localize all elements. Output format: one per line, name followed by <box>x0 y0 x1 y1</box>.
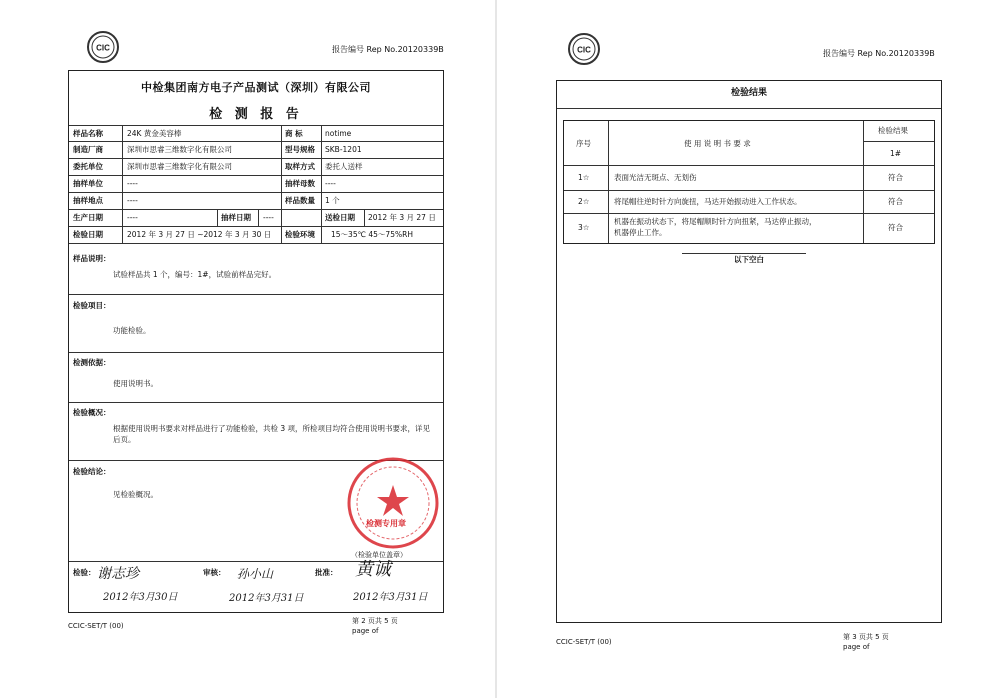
value-qty: 1 个 <box>325 196 340 205</box>
cic-logo-icon <box>86 30 120 64</box>
svg-text:CIC: CIC <box>96 43 110 53</box>
section-summary-heading: 检验概况： <box>73 408 111 417</box>
cic-logo-icon <box>567 32 601 66</box>
value-env: 15～35℃ 45～75%RH <box>331 230 413 239</box>
col-result-header: 检验结果 <box>878 126 908 135</box>
row-no: 3☆ <box>578 223 590 232</box>
col-no-header: 序号 <box>576 139 591 148</box>
label-model: 型号规格 <box>285 145 315 154</box>
label-base: 抽样母数 <box>285 179 315 188</box>
label-prod-date: 生产日期 <box>73 213 103 222</box>
page-number-cn: 第 2 页共 5 页 <box>352 617 398 625</box>
row-req: 将尾帽往逆时针方向旋扭，马达开始振动进入工作状态。 <box>614 197 802 206</box>
reviewer-signature: 孙小山 <box>237 567 274 581</box>
approver-date: 2012年3月31日 <box>353 592 428 603</box>
stamp-note: （检验单位盖章） <box>351 551 407 559</box>
value-base: ---- <box>325 179 336 188</box>
report-title: 检 测 报 告 <box>209 107 303 122</box>
label-method: 取样方式 <box>285 162 315 171</box>
value-send-date: 2012 年 3 月 27 日 <box>368 213 436 222</box>
value-test-date: 2012 年 3 月 27 日 ~2012 年 3 月 30 日 <box>127 230 272 239</box>
row-no: 1☆ <box>578 173 590 182</box>
row-req: 机器在振动状态下，将尾帽顺时针方向扭紧，马达停止振动， <box>614 217 817 226</box>
form-code: CCIC-SET/T (00) <box>556 638 612 646</box>
label-brand: 商 标 <box>285 129 303 138</box>
page-number-en: page of <box>843 643 870 651</box>
row-result: 符合 <box>888 197 903 206</box>
label-sample-name: 样品名称 <box>73 129 103 138</box>
value-maker: 深圳市思睿三维数字化有限公司 <box>127 145 232 154</box>
col-req-header: 使 用 说 明 书 要 求 <box>684 139 751 148</box>
report-form <box>68 70 444 613</box>
seal-text: 检测专用章 <box>366 519 406 528</box>
results-form <box>556 80 942 623</box>
section-desc-heading: 样品说明： <box>73 254 111 263</box>
section-desc-body: 试验样品共 1 个，编号：1#，试验前样品完好。 <box>113 270 277 279</box>
value-model: SKB-1201 <box>325 145 362 154</box>
company-name: 中检集团南方电子产品测试（深圳）有限公司 <box>141 81 371 94</box>
section-conclusion-heading: 检验结论： <box>73 467 111 476</box>
label-send-date: 送检日期 <box>325 213 355 222</box>
results-table <box>563 120 935 244</box>
value-sample-name: 24K 黄金美容棒 <box>127 129 182 138</box>
value-place: ---- <box>127 196 138 205</box>
section-conclusion-body: 见检验概况。 <box>113 490 158 499</box>
label-place: 抽样地点 <box>73 196 103 205</box>
row-no: 2☆ <box>578 197 590 206</box>
label-maker: 制造厂商 <box>73 145 103 154</box>
label-client: 委托单位 <box>73 162 103 171</box>
row-req: 表面光洁无斑点、无划伤 <box>614 173 697 182</box>
svg-text:CIC: CIC <box>577 45 591 55</box>
value-client: 深圳市思睿三维数字化有限公司 <box>127 162 232 171</box>
approver-signature: 黄诚 <box>355 559 391 580</box>
report-page-3 <box>497 0 990 698</box>
tester-date: 2012年3月30日 <box>103 592 178 603</box>
section-item-heading: 检验项目： <box>73 301 111 310</box>
value-sample-date: ---- <box>263 213 274 222</box>
label-test-date: 检验日期 <box>73 230 103 239</box>
tester-signature: 谢志珍 <box>97 566 139 582</box>
value-sampler: ---- <box>127 179 138 188</box>
sample-id: 1# <box>890 149 902 158</box>
label-sample-date: 抽样日期 <box>221 213 251 222</box>
inspection-seal <box>345 455 441 551</box>
value-brand: notime <box>325 129 352 138</box>
section-item-body: 功能检验。 <box>113 326 151 335</box>
section-summary-body: 根据使用说明书要求对样品进行了功能检验，共检 3 项，所检项目均符合使用说明书要求，详见后页。 <box>113 424 431 444</box>
end-note: 以下空白 <box>734 255 764 264</box>
page-number-cn: 第 3 页共 5 页 <box>843 633 889 641</box>
row-req-cont: 机器停止工作。 <box>614 228 667 237</box>
label-qty: 样品数量 <box>285 196 315 205</box>
label-sampler: 抽样单位 <box>73 179 103 188</box>
section-basis-heading: 检测依据： <box>73 358 111 367</box>
label-tester: 检验： <box>73 568 96 577</box>
page-number-en: page of <box>352 627 379 635</box>
reviewer-date: 2012年3月31日 <box>229 593 304 604</box>
label-env: 检验环境 <box>285 230 315 239</box>
label-reviewer: 审核： <box>203 568 226 577</box>
report-number: 报告编号 Rep No.20120339B <box>823 49 935 58</box>
report-number: 报告编号 Rep No.20120339B <box>332 45 444 54</box>
value-prod-date: ---- <box>127 213 138 222</box>
form-code: CCIC-SET/T (00) <box>68 622 124 630</box>
row-result: 符合 <box>888 173 903 182</box>
section-basis-body: 使用说明书。 <box>113 379 158 388</box>
row-result: 符合 <box>888 223 903 232</box>
value-method: 委托人送样 <box>325 162 363 171</box>
results-heading: 检验结果 <box>730 88 767 98</box>
label-approver: 批准： <box>315 568 338 577</box>
